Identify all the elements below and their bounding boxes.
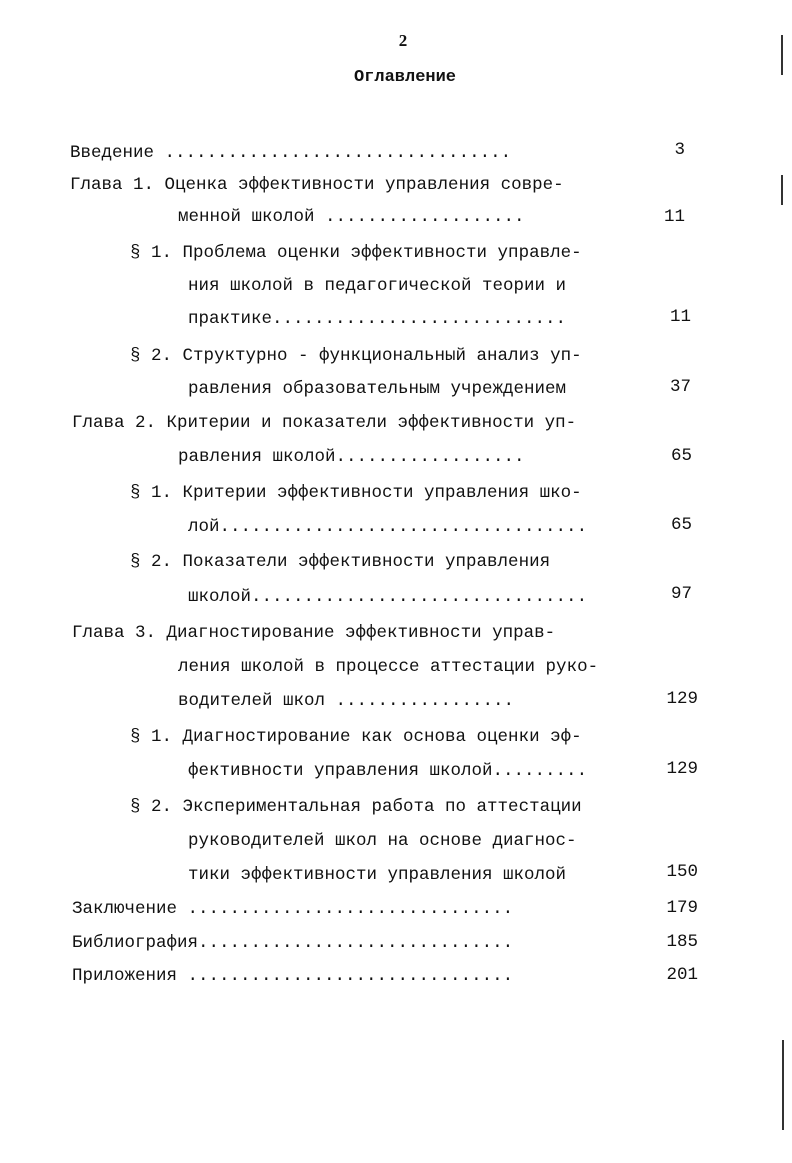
toc-ch2-section-1-cont: лой................................... <box>188 517 588 537</box>
toc-ch3-section-1-cont: фективности управления школой......... <box>188 761 588 781</box>
toc-entry-introduction: Введение ................................. <box>70 143 512 163</box>
scan-artifact <box>781 175 783 205</box>
toc-entry-bibliography: Библиография.............................. <box>72 933 514 953</box>
toc-page-number: 179 <box>666 898 698 918</box>
toc-ch3-section-2-cont: тики эффективности управления школой <box>188 865 567 885</box>
scan-artifact <box>781 35 783 75</box>
toc-page-number: 65 <box>670 515 692 535</box>
toc-page-number: 65 <box>670 446 692 466</box>
toc-ch2-section-1: § 1. Критерии эффективности управления шко- <box>130 483 582 503</box>
toc-page-number: 185 <box>666 932 698 952</box>
toc-ch1-section-1-cont: практике............................ <box>188 309 567 329</box>
toc-chapter-2-title-cont: равления школой.................. <box>178 447 525 467</box>
toc-page-number: 150 <box>666 862 698 882</box>
toc-chapter-1-title-cont: менной школой ................... <box>178 207 525 227</box>
toc-page-number: 3 <box>674 140 685 160</box>
toc-ch2-section-2: § 2. Показатели эффективности управления <box>130 552 551 572</box>
toc-chapter-3-title: Глава 3. Диагностирование эффективности управ- <box>72 623 556 643</box>
toc-ch1-section-2-cont: равления образовательным учреждением <box>188 379 567 399</box>
page-number: 2 <box>398 31 408 50</box>
toc-chapter-1-title: Глава 1. Оценка эффективности управления совре- <box>70 175 564 195</box>
toc-page-number: 129 <box>666 689 698 709</box>
toc-ch1-section-1: § 1. Проблема оценки эффективности управле- <box>130 243 582 263</box>
toc-ch1-section-1-cont: ния школой в педагогической теории и <box>188 276 567 296</box>
toc-chapter-3-title-cont: водителей школ ................. <box>178 691 515 711</box>
toc-page-number: 97 <box>670 584 692 604</box>
toc-ch3-section-2: § 2. Экспериментальная работа по аттестации <box>130 797 582 817</box>
toc-chapter-3-title-cont: ления школой в процессе аттестации руко- <box>178 657 599 677</box>
page-title: Оглавление <box>353 68 457 87</box>
toc-entry-conclusion: Заключение ............................... <box>72 899 514 919</box>
toc-page-number: 129 <box>666 759 698 779</box>
toc-chapter-2-title: Глава 2. Критерии и показатели эффективности уп- <box>72 413 577 433</box>
toc-page-number: 11 <box>669 307 691 327</box>
toc-ch3-section-1: § 1. Диагностирование как основа оценки эф- <box>130 727 582 747</box>
toc-entry-appendices: Приложения ............................... <box>72 966 514 986</box>
toc-ch1-section-2: § 2. Структурно - функциональный анализ уп- <box>130 346 582 366</box>
toc-page-number: 37 <box>669 377 691 397</box>
toc-page-number: 11 <box>663 207 685 227</box>
toc-ch3-section-2-cont: руководителей школ на основе диагнос- <box>188 831 577 851</box>
toc-page-number: 201 <box>666 965 698 985</box>
scan-artifact <box>782 1040 784 1130</box>
toc-ch2-section-2-cont: школой................................ <box>188 587 588 607</box>
